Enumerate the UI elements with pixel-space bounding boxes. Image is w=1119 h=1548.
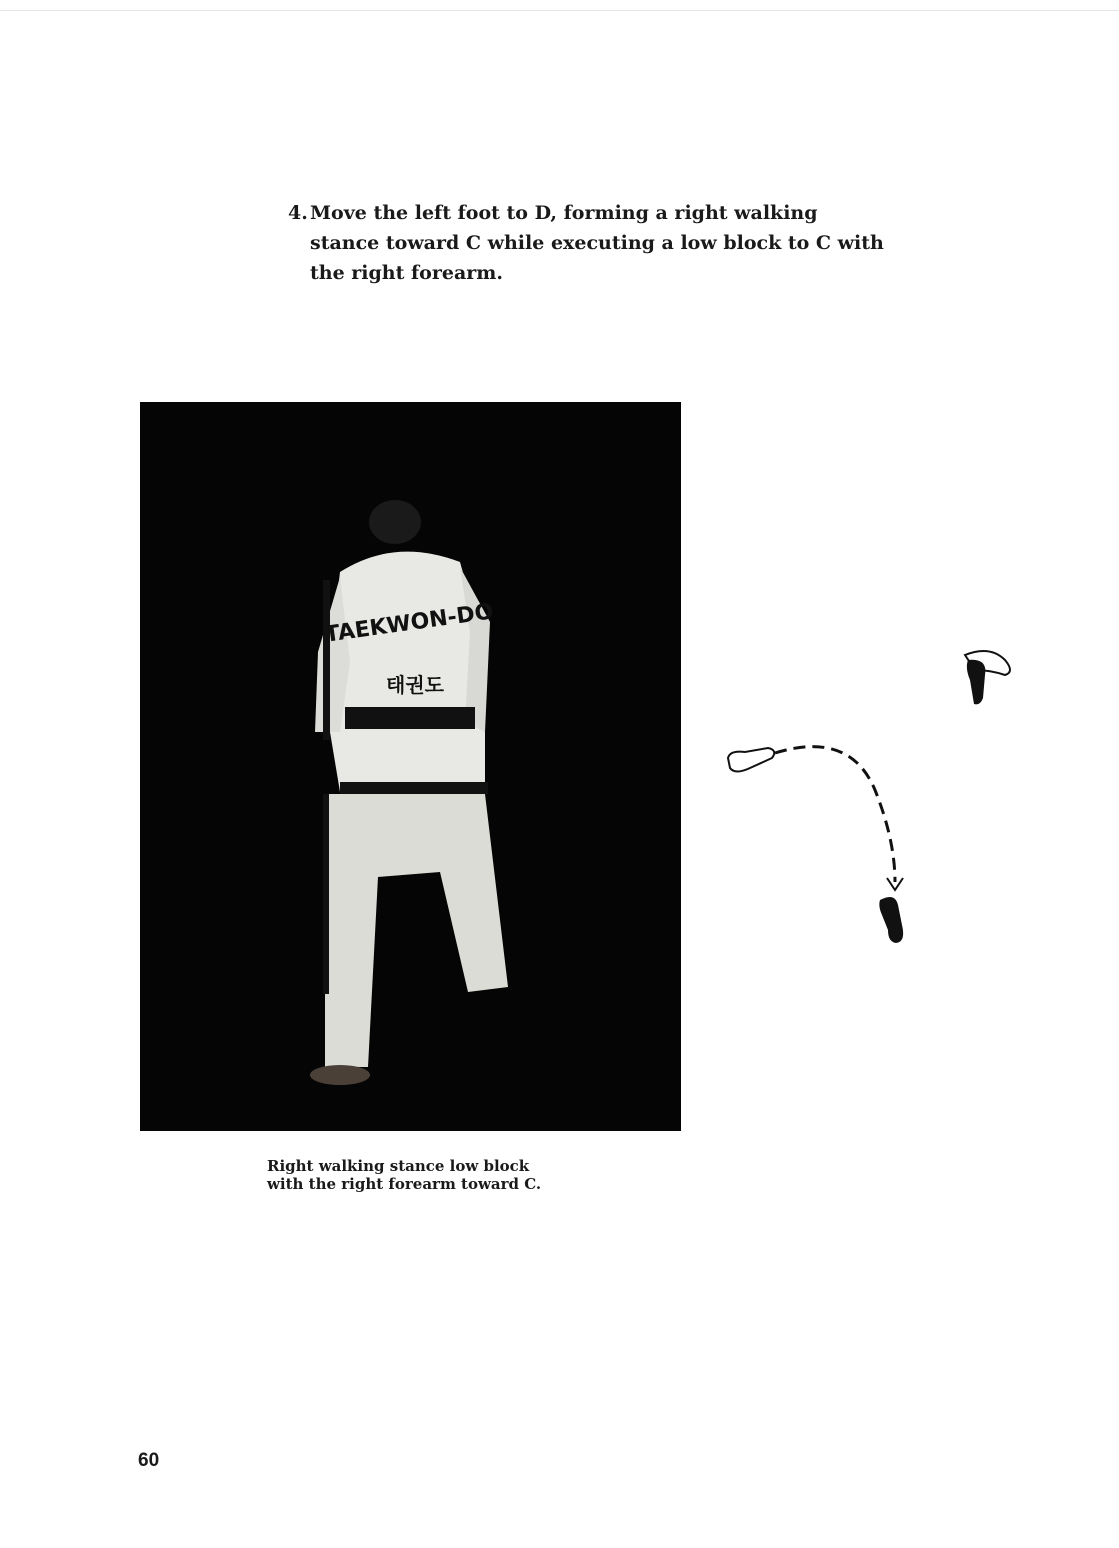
step-instruction (288, 198, 888, 288)
footwork-diagram (700, 620, 1040, 960)
practitioner-figure (140, 402, 681, 1131)
caption-line-1: Right walking stance low block (267, 1157, 530, 1175)
technique-photo (140, 402, 681, 1131)
step-text: Move the left foot to D, forming a right walking stance toward C while executing a low block to C with the right forearm. (310, 202, 884, 284)
movement-path-arrow (775, 747, 895, 882)
caption-line-2: with the right forearm toward C. (267, 1175, 542, 1193)
end-foot-icon (879, 897, 903, 943)
stationary-foot-icon (965, 651, 1010, 704)
start-foot-outline-icon (728, 748, 774, 772)
svg-text:TAEKWON-DO: TAEKWON-DO (323, 599, 495, 648)
page-edge-line (0, 10, 1119, 11)
page-number: 60 (138, 1450, 160, 1471)
step-number: 4. (288, 202, 308, 224)
svg-text:태권도: 태권도 (386, 673, 444, 697)
photo-caption (267, 1157, 667, 1193)
